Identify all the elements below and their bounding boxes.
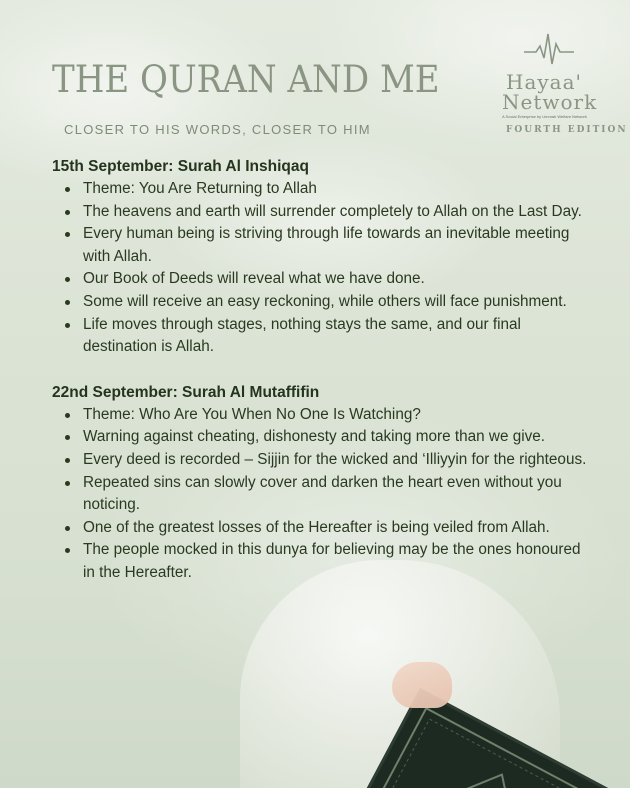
bullet-dot-icon [65,481,70,486]
bullet-dot-icon [65,323,70,328]
bullet-dot-icon [65,526,70,531]
list-item-text: Every human being is striving through life towards an inevitable meeting with Allah. [83,225,570,265]
list-item-text: The people mocked in this dunya for believing may be the ones honoured in the Hereafter. [83,541,581,581]
page-subtitle: CLOSER TO HIS WORDS, CLOSER TO HIM [64,122,371,137]
content-area [52,156,592,585]
list-item [52,404,592,427]
list-item [52,291,592,314]
section-spacer [52,359,592,382]
bullet-dot-icon [65,187,70,192]
bullet-dot-icon [65,458,70,463]
list-item-text: The heavens and earth will surrender completely to Allah on the Last Day. [83,202,582,220]
list-item-text: Life moves through stages, nothing stays the same, and our final destination is Allah. [83,315,521,356]
logo-tagline: A Social Enterprise by Ummah Welfare Network [502,114,587,119]
list-item [52,223,592,268]
section-heading: 15th September: Surah Al Inshiqaq [52,158,309,175]
list-item [52,201,592,224]
bullet-dot-icon [65,210,70,215]
bullet-dot-icon [65,413,70,418]
edition-label: FOURTH EDITION [506,125,628,135]
list-item-text: Theme: You Are Returning to Allah [83,180,317,197]
bullet-dot-icon [65,277,70,282]
bullet-dot-icon [65,548,70,553]
bullet-dot-icon [65,435,70,440]
section-inshiqaq [52,156,592,359]
list-item [52,178,592,201]
bullet-dot-icon [65,300,70,305]
list-item [52,268,592,291]
bullet-dot-icon [65,232,70,237]
list-item-text: Theme: Who Are You When No One Is Watching? [83,405,421,423]
point-list [52,178,592,359]
list-item [52,449,592,472]
list-item [52,426,592,449]
list-item-text: One of the greatest losses of the Hereafter is being veiled from Allah. [83,518,550,536]
list-item-text: Repeated sins can slowly cover and darken the heart even without you noticing. [83,473,562,514]
heartbeat-pulse-icon [524,30,574,68]
list-item-text: Our Book of Deeds will reveal what we have done. [83,270,425,288]
list-item-text: Some will receive an easy reckoning, while others will face punishment. [83,292,567,310]
list-item [52,539,592,584]
list-item [52,314,592,359]
page-title: THE QURAN AND ME [52,58,440,101]
hayaa-network-logo [496,30,628,140]
list-item [52,517,592,540]
logo-text-line2: Network [502,90,598,114]
list-item-text: Every deed is recorded – Sijjin for the wicked and ‘Illiyyin for the righteous. [83,450,587,468]
section-heading: 22nd September: Surah Al Mutaffifin [52,383,320,401]
logo-text-line1: Hayaa' [506,70,583,94]
list-item [52,472,592,517]
hand-decoration [392,662,452,708]
list-item-text: Warning against cheating, dishonesty and taking more than we give. [83,428,546,446]
section-mutaffifin [52,382,592,585]
point-list [52,404,592,585]
